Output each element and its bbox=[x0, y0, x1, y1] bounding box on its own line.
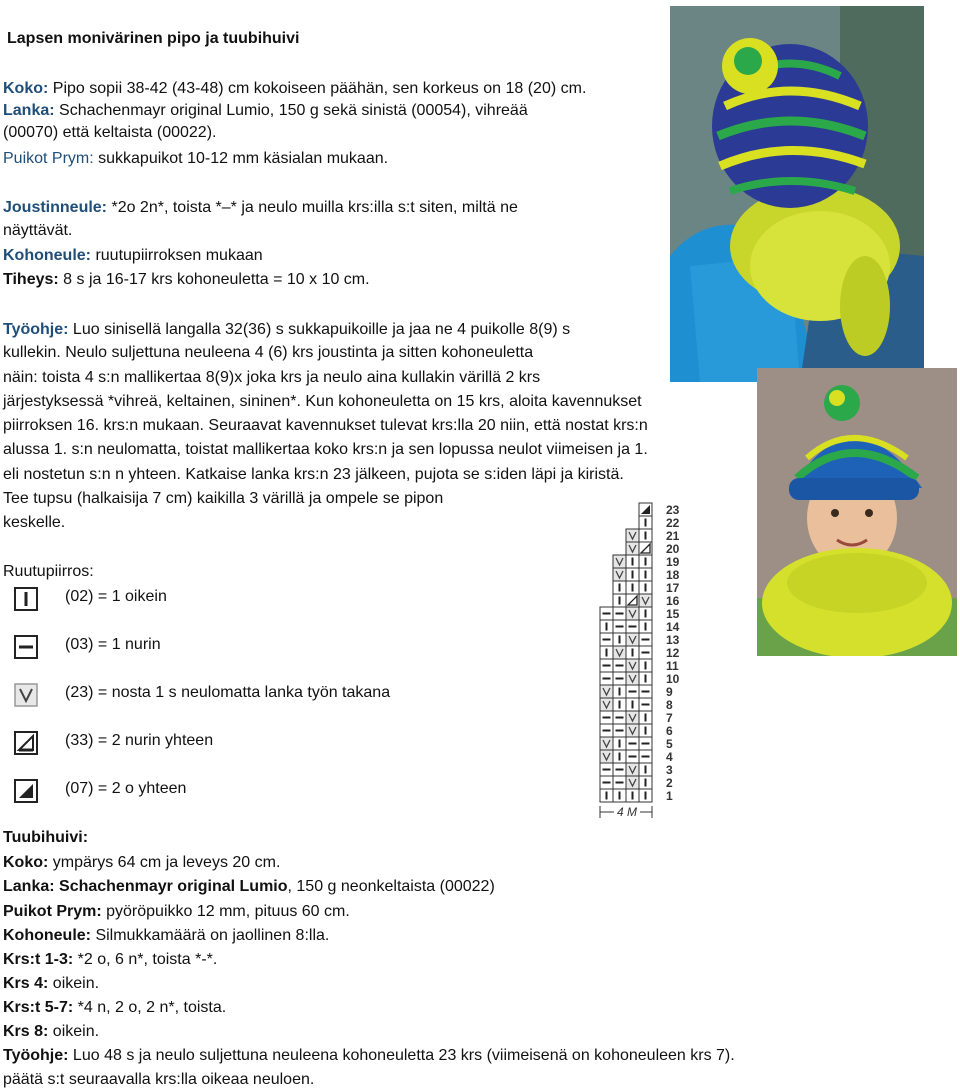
chart-row-number: 22 bbox=[666, 516, 680, 530]
value: ympärys 64 cm ja leveys 20 cm. bbox=[48, 854, 281, 871]
label: Kohoneule: bbox=[3, 927, 91, 944]
hat-instr-line: eli nostetun s:n n yhteen. Katkaise lanka krs:n 23 jälkeen, pujota se s:iden läpi ja kiristä. bbox=[3, 466, 624, 483]
chart-mark-knit bbox=[645, 714, 647, 722]
chart-row-number: 15 bbox=[666, 607, 680, 621]
chart-mark-purl bbox=[616, 613, 624, 615]
value: pyöröpuikko 12 mm, pituus 60 cm. bbox=[101, 903, 350, 920]
label: Krs:t 5-7: bbox=[3, 999, 74, 1016]
label: Lanka: Schachenmayr original Lumio bbox=[3, 878, 288, 895]
chart-mark-purl bbox=[603, 613, 611, 615]
chart-mark-purl bbox=[603, 717, 611, 719]
value: Luo 48 s ja neulo suljettuna neuleena kohoneuletta 23 krs (viimeisenä on kohoneuleen krs 7). bbox=[68, 1047, 735, 1064]
chart-mark-purl bbox=[642, 691, 650, 693]
chart-mark-knit bbox=[645, 662, 647, 670]
legend-item-k2tog: (07) = 2 o yhteen bbox=[65, 780, 187, 797]
chart-mark-knit bbox=[619, 753, 621, 761]
chart-row-number: 6 bbox=[666, 724, 673, 738]
hat-instr-line: näin: toista 4 s:n mallikertaa 8(9)x joka krs ja neulo aina kullakin värillä 2 krs bbox=[3, 369, 541, 386]
chart-mark-purl bbox=[629, 626, 637, 628]
value: Luo sinisellä langalla 32(36) s sukkapuikoille ja jaa ne 4 puikolle 8(9) s bbox=[68, 321, 571, 338]
scarf-size bbox=[3, 853, 280, 873]
hat-instr-line: alussa 1. s:n neulomatta, toistat mallikertaa koko krs:n ja sen lopussa neulot viimeisen ja 1. bbox=[3, 441, 648, 458]
chart-mark-knit bbox=[645, 558, 647, 566]
value: *2 o, 6 n*, toista *-*. bbox=[73, 951, 218, 968]
chart-mark-knit bbox=[645, 532, 647, 540]
label: Kohoneule: bbox=[3, 247, 91, 264]
photo-hat-back bbox=[670, 6, 924, 382]
chart-mark-knit bbox=[645, 571, 647, 579]
hat-size bbox=[3, 79, 586, 99]
chart-mark-purl bbox=[642, 756, 650, 758]
chart-mark-knit bbox=[632, 571, 634, 579]
chart-mark-purl bbox=[603, 730, 611, 732]
label: Krs:t 1-3: bbox=[3, 951, 74, 968]
hat-rib-2: näyttävät. bbox=[3, 222, 73, 239]
chart-mark-knit bbox=[619, 701, 621, 709]
chart-row-number: 21 bbox=[666, 529, 680, 543]
hat-rib bbox=[3, 198, 518, 218]
chart-row-number: 4 bbox=[666, 750, 673, 764]
hat-yarn bbox=[3, 101, 528, 121]
legend-item-purl: (03) = 1 nurin bbox=[65, 636, 161, 653]
chart-mark-purl bbox=[642, 652, 650, 654]
chart-mark-knit bbox=[645, 779, 647, 787]
chart-mark-purl bbox=[603, 665, 611, 667]
hat-gauge bbox=[3, 270, 370, 290]
value: Schachenmayr original Lumio, 150 g sekä sinistä (00054), vihreää bbox=[54, 102, 528, 119]
purl-icon bbox=[14, 635, 38, 659]
chart-mark-knit bbox=[619, 636, 621, 644]
scarf-row-4 bbox=[3, 974, 99, 994]
value: oikein. bbox=[48, 975, 100, 992]
hat-instr-line: kullekin. Neulo suljettuna neuleena 4 (6) krs joustinta ja sitten kohoneuletta bbox=[3, 344, 534, 361]
hat-yarn-2: (00070) että keltaista (00022). bbox=[3, 124, 217, 141]
chart-mark-knit bbox=[606, 792, 608, 800]
value: oikein. bbox=[48, 1023, 100, 1040]
hat-instr-line: Tee tupsu (halkaisija 7 cm) kaikilla 3 värillä ja ompele se pipon bbox=[3, 490, 444, 507]
chart-mark-purl bbox=[603, 678, 611, 680]
photo-hat-front-illustration bbox=[757, 368, 957, 656]
scarf-instructions-2: päätä s:t seuraavalla krs:lla oikeaa neuloen. bbox=[3, 1071, 315, 1088]
page-title: Lapsen monivärinen pipo ja tuubihuivi bbox=[7, 30, 300, 47]
chart-row-number: 20 bbox=[666, 542, 680, 556]
label: Krs 4: bbox=[3, 975, 49, 992]
chart-mark-knit bbox=[632, 792, 634, 800]
scarf-rows-1-3 bbox=[3, 950, 217, 970]
legend-item-knit: (02) = 1 oikein bbox=[65, 588, 167, 605]
chart-row-number: 5 bbox=[666, 737, 673, 751]
chart-mark-purl bbox=[629, 691, 637, 693]
knit-two-together-icon bbox=[14, 779, 38, 803]
label: Koko: bbox=[3, 80, 49, 97]
chart-mark-knit bbox=[632, 558, 634, 566]
chart-mark-knit bbox=[645, 623, 647, 631]
label: Joustinneule: bbox=[3, 199, 108, 216]
chart-mark-purl bbox=[642, 704, 650, 706]
value: sukkapuikot 10-12 mm käsialan mukaan. bbox=[93, 150, 389, 167]
knit-icon bbox=[14, 587, 38, 611]
chart-row-number: 9 bbox=[666, 685, 673, 699]
chart-mark-knit bbox=[645, 792, 647, 800]
chart-mark-knit bbox=[619, 597, 621, 605]
value: Pipo sopii 38-42 (43-48) cm kokoiseen päähän, sen korkeus on 18 (20) cm. bbox=[48, 80, 587, 97]
photo-hat-back-illustration bbox=[670, 6, 924, 382]
chart-row-number: 14 bbox=[666, 620, 680, 634]
chart-mark-knit bbox=[632, 649, 634, 657]
scarf-heading: Tuubihuivi: bbox=[3, 829, 89, 846]
chart-mark-knit bbox=[645, 584, 647, 592]
hat-pattern bbox=[3, 246, 263, 266]
value: *2o 2n*, toista *–* ja neulo muilla krs:illa s:t siten, miltä ne bbox=[107, 199, 518, 216]
chart-mark-purl bbox=[603, 769, 611, 771]
legend-item-slip: (23) = nosta 1 s neulomatta lanka työn takana bbox=[65, 684, 391, 701]
chart-row-number: 12 bbox=[666, 646, 680, 660]
hat-needles bbox=[3, 149, 388, 169]
label: Työohje: bbox=[3, 321, 69, 338]
chart-mark-purl bbox=[629, 756, 637, 758]
chart-mark-knit bbox=[619, 792, 621, 800]
value: ruutupiirroksen mukaan bbox=[91, 247, 263, 264]
value: 8 s ja 16-17 krs kohoneuletta = 10 x 10 cm. bbox=[58, 271, 370, 288]
chart-mark-purl bbox=[616, 665, 624, 667]
chart-mark-knit bbox=[645, 519, 647, 527]
chart-mark-purl bbox=[642, 743, 650, 745]
slip-stitch-icon bbox=[14, 683, 38, 707]
hat-instr-line: piirroksen 16. krs:n mukaan. Seuraavat kavennukset tulevat krs:lla 20 niin, että nostat krs:n bbox=[3, 417, 648, 434]
chart-mark-purl bbox=[616, 626, 624, 628]
hat-instructions bbox=[3, 320, 570, 340]
chart-row-number: 10 bbox=[666, 672, 680, 686]
purl-two-together-icon bbox=[14, 731, 38, 755]
scarf-yarn bbox=[3, 877, 495, 897]
chart-row-number: 3 bbox=[666, 763, 673, 777]
value: , 150 g neonkeltaista (00022) bbox=[287, 878, 495, 895]
chart-mark-purl bbox=[616, 769, 624, 771]
chart-row-number: 11 bbox=[666, 659, 679, 673]
chart-mark-knit bbox=[619, 584, 621, 592]
chart-mark-knit bbox=[645, 610, 647, 618]
chart-row-number: 1 bbox=[666, 789, 673, 803]
chart-mark-purl bbox=[629, 743, 637, 745]
legend-heading: Ruutupiirros: bbox=[3, 563, 94, 580]
chart-row-number: 16 bbox=[666, 594, 680, 608]
knitting-chart bbox=[596, 495, 691, 880]
chart-row-number: 17 bbox=[666, 581, 680, 595]
chart-row-number: 23 bbox=[666, 503, 680, 517]
chart-row-number: 7 bbox=[666, 711, 673, 725]
label: Puikot Prym: bbox=[3, 150, 94, 167]
legend-item-p2tog: (33) = 2 nurin yhteen bbox=[65, 732, 214, 749]
chart-mark-knit bbox=[619, 740, 621, 748]
photo-hat-front bbox=[757, 368, 957, 656]
hat-instr-line: keskelle. bbox=[3, 514, 66, 531]
chart-mark-purl bbox=[616, 782, 624, 784]
chart-row-number: 13 bbox=[666, 633, 680, 647]
chart-row-number: 18 bbox=[666, 568, 680, 582]
label: Lanka: bbox=[3, 102, 55, 119]
chart-repeat-label: 4 M bbox=[617, 805, 638, 819]
chart-mark-knit bbox=[632, 701, 634, 709]
chart-mark-knit bbox=[645, 766, 647, 774]
scarf-row-8 bbox=[3, 1022, 99, 1042]
scarf-instructions bbox=[3, 1046, 735, 1066]
chart-row-number: 19 bbox=[666, 555, 680, 569]
chart-row-number: 8 bbox=[666, 698, 673, 712]
chart-mark-purl bbox=[642, 639, 650, 641]
scarf-needles bbox=[3, 902, 350, 922]
label: Tiheys: bbox=[3, 271, 59, 288]
label: Krs 8: bbox=[3, 1023, 49, 1040]
chart-row-number: 2 bbox=[666, 776, 673, 790]
value: *4 n, 2 o, 2 n*, toista. bbox=[73, 999, 227, 1016]
label: Työohje: bbox=[3, 1047, 69, 1064]
hat-instr-line: järjestyksessä *vihreä, keltainen, sininen*. Kun kohoneuletta on 15 krs, aloita kavennukset bbox=[3, 393, 642, 410]
chart-mark-purl bbox=[603, 639, 611, 641]
chart-mark-purl bbox=[616, 678, 624, 680]
chart-mark-knit bbox=[606, 623, 608, 631]
label: Puikot Prym: bbox=[3, 903, 102, 920]
chart-mark-knit bbox=[645, 727, 647, 735]
chart-mark-knit bbox=[645, 675, 647, 683]
value: Silmukkamäärä on jaollinen 8:lla. bbox=[91, 927, 330, 944]
scarf-rows-5-7 bbox=[3, 998, 226, 1018]
chart-mark-purl bbox=[616, 730, 624, 732]
chart-mark-knit bbox=[606, 649, 608, 657]
chart-mark-knit bbox=[632, 584, 634, 592]
label: Koko: bbox=[3, 854, 49, 871]
chart-mark-purl bbox=[603, 782, 611, 784]
chart-mark-knit bbox=[619, 688, 621, 696]
chart-mark-purl bbox=[616, 717, 624, 719]
scarf-pattern bbox=[3, 926, 329, 946]
